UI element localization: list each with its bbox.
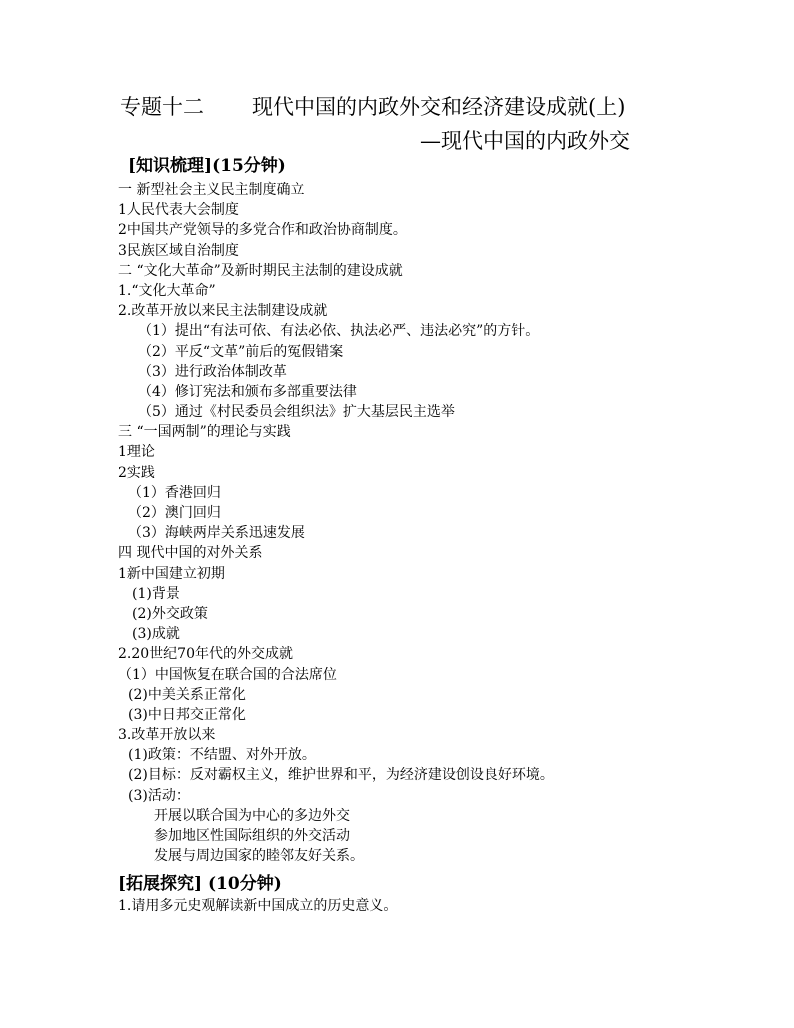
outline-line: 2.改革开放以来民主法制建设成就 [118, 303, 328, 320]
outline-line: (3)活动： [128, 787, 190, 804]
outline-line: 参加地区性国际组织的外交活动 [154, 828, 350, 844]
outline-line: (3)成就 [132, 626, 180, 643]
outline-line: 2实践 [118, 464, 155, 481]
section-heading-knowledge: [知识梳理](15分钟) [128, 156, 286, 176]
outline-line: 四 现代中国的对外关系 [118, 545, 263, 562]
topic-title: 现代中国的内政外交和经济建设成就(上) [252, 95, 626, 119]
outline-line: 1.“文化大革命” [118, 282, 216, 299]
section-heading-extension: [拓展探究] (10分钟) [118, 874, 282, 894]
document-title [120, 92, 625, 122]
document-subtitle: —现代中国的内政外交 [420, 129, 630, 153]
outline-line: （5）通过《村民委员会组织法》扩大基层民主选举 [138, 404, 455, 421]
outline-line: （3）海峡两岸关系迅速发展 [128, 525, 305, 542]
outline-line: (2)目标：反对霸权主义，维护世界和平，为经济建设创设良好环境。 [128, 767, 554, 784]
outline-line: 一 新型社会主义民主制度确立 [118, 182, 305, 198]
outline-line: （2）澳门回归 [128, 505, 221, 521]
outline-line: 1理论 [118, 444, 155, 461]
outline-line: 3民族区域自治制度 [118, 242, 239, 259]
outline-line: （4）修订宪法和颁布多部重要法律 [138, 383, 357, 400]
outline-line: 1人民代表大会制度 [118, 202, 239, 219]
outline-line: 开展以联合国为中心的多边外交 [154, 807, 350, 824]
topic-number: 专题十二 [120, 95, 204, 119]
outline-line: （3）进行政治体制改革 [138, 363, 287, 380]
outline-line: (2)中美关系正常化 [128, 686, 246, 703]
outline-line: 2.20世纪70年代的外交成就 [118, 646, 293, 663]
outline-line: （1）香港回归 [128, 484, 221, 501]
outline-line: 三 “一国两制”的理论与实践 [118, 424, 291, 441]
outline-line: 1.请用多元史观解读新中国成立的历史意义。 [118, 898, 398, 914]
outline-line: 二 “文化大革命”及新时期民主法制的建设成就 [118, 262, 403, 279]
outline-line: 1新中国建立初期 [118, 565, 225, 582]
knowledge-outline [118, 180, 758, 866]
outline-line: (2)外交政策 [132, 605, 208, 622]
outline-line: 发展与周边国家的睦邻友好关系。 [154, 848, 364, 865]
outline-line: (1)背景 [132, 585, 180, 602]
outline-line: (3)中日邦交正常化 [128, 706, 246, 723]
outline-line: （2）平反“文革”前后的冤假错案 [138, 343, 344, 360]
outline-line: 3.改革开放以来 [118, 727, 216, 744]
extension-questions [118, 896, 758, 916]
outline-line: （1）中国恢复在联合国的合法席位 [118, 666, 337, 683]
outline-line: （1）提出“有法可依、有法必依、执法必严、违法必究”的方针。 [138, 323, 540, 340]
outline-line: 2中国共产党领导的多党合作和政治协商制度。 [118, 222, 407, 239]
outline-line: (1)政策：不结盟、对外开放。 [128, 747, 316, 764]
